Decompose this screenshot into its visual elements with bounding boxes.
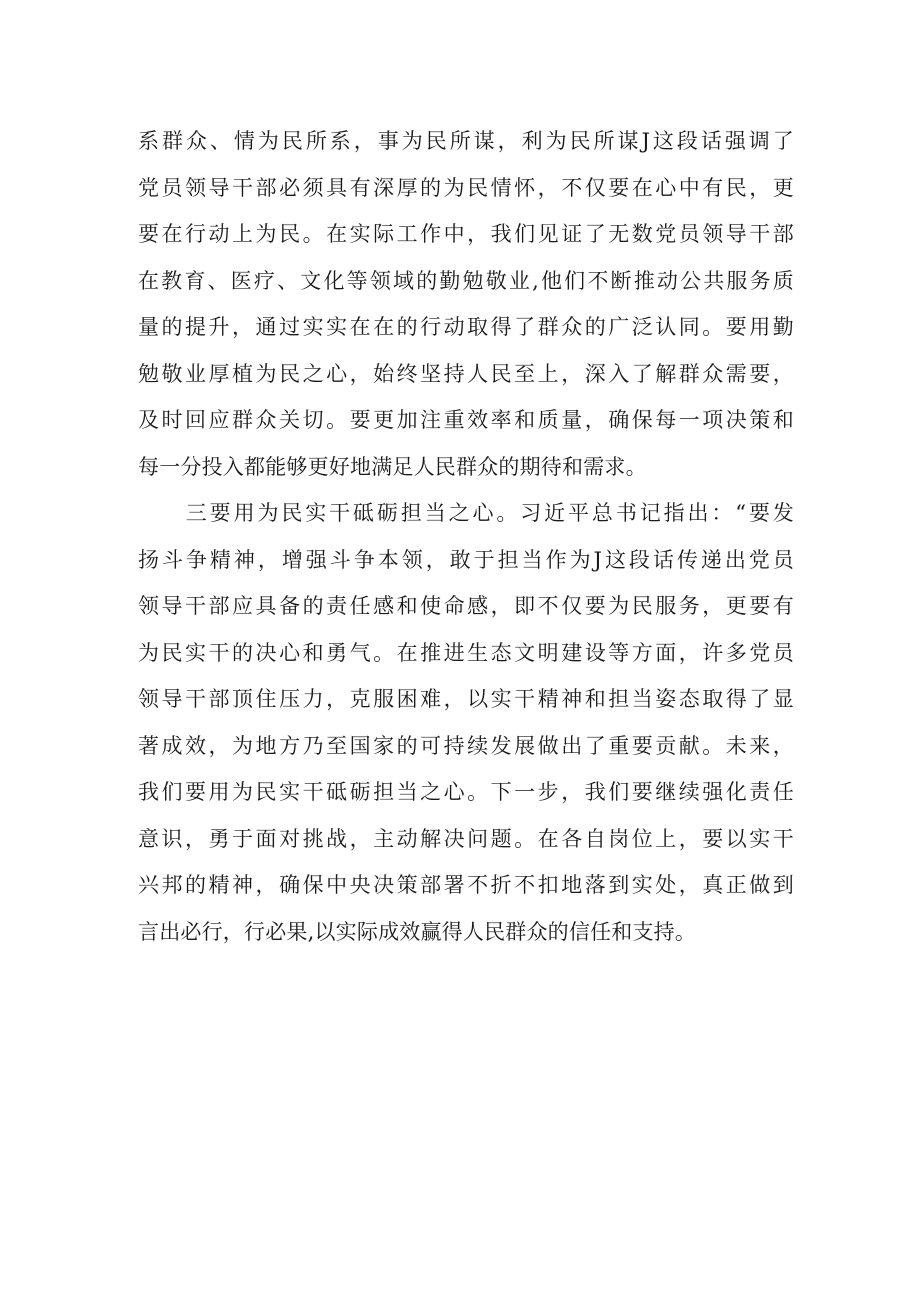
- text-line: 量的提升，通过实实在在的行动取得了群众的广泛认同。要用勤: [138, 315, 794, 339]
- text-line: 兴邦的精神，确保中央决策部署不折不扣地落到实处，真正做到: [138, 873, 794, 897]
- text-line: 勉敬业厚植为民之心，始终坚持人民至上，深入了解群众需要，: [138, 361, 794, 386]
- body-text: [138, 118, 794, 955]
- text-line: 我们要用为民实干砥砺担当之心。下一步，我们要继续强化责任: [138, 780, 794, 804]
- text-line: 领导干部应具备的责任感和使命感，即不仅要为民服务，更要有: [138, 594, 794, 618]
- text-line: 为民实干的决心和勇气。在推进生态文明建设等方面，许多党员: [138, 640, 794, 665]
- text-line: 扬斗争精神，增强斗争本领，敢于担当作为J这段话传递出党员: [138, 547, 794, 572]
- paragraph-2: [138, 490, 794, 955]
- text-line: 系群众、情为民所系，事为民所谋，利为民所谋J这段话强调了: [138, 129, 794, 153]
- text-line: 意识，勇于面对挑战，主动解决问题。在各自岗位上，要以实干: [138, 826, 794, 851]
- text-line: 三要用为民实干砥砺担当之心。习近平总书记指出：“要发: [138, 501, 794, 525]
- text-line: 每一分投入都能够更好地满足人民群众的期待和需求。: [138, 454, 647, 479]
- text-line: 著成效，为地方乃至国家的可持续发展做出了重要贡献。未来，: [138, 733, 794, 758]
- text-line: 党员领导干部必须具有深厚的为民情怀，不仅要在心中有民，更: [138, 175, 794, 200]
- text-line: 在教育、医疗、文化等领域的勤勉敬业,他们不断推动公共服务质: [138, 268, 794, 293]
- paragraph-1: [138, 118, 794, 490]
- text-line: 领导干部顶住压力，克服困难，以实干精神和担当姿态取得了显: [138, 687, 794, 711]
- text-line: 及时回应群众关切。要更加注重效率和质量，确保每一项决策和: [138, 408, 794, 432]
- text-line: 要在行动上为民。在实际工作中，我们见证了无数党员领导干部: [138, 222, 794, 246]
- text-line: 言出必行，行必果,以实际成效赢得人民群众的信任和支持。: [138, 919, 697, 944]
